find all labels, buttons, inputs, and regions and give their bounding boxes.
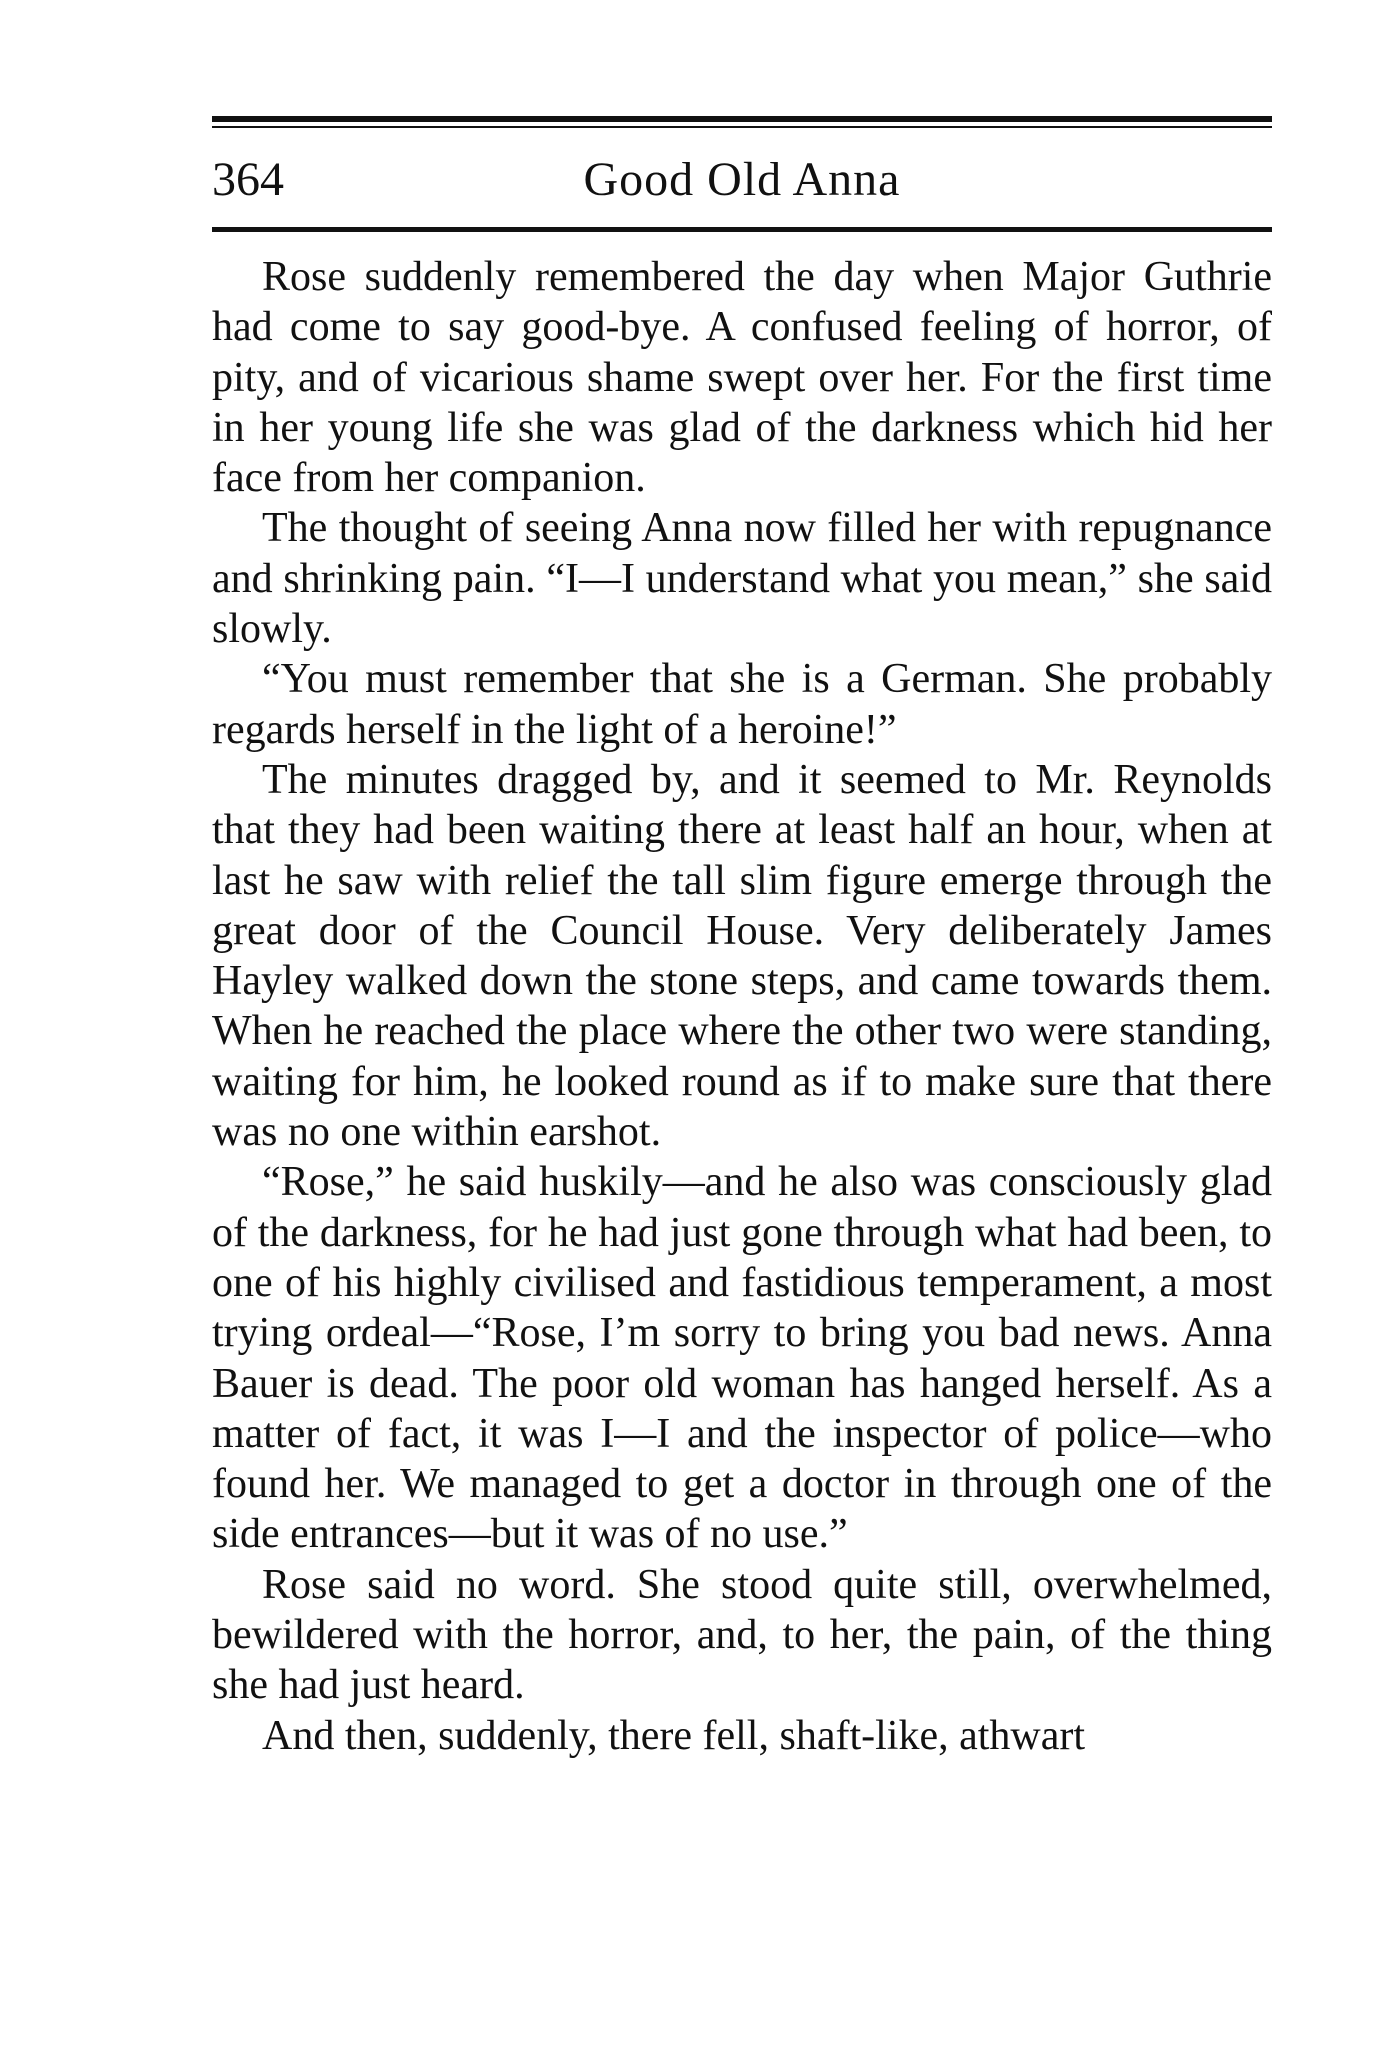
paragraph: “You must remember that she is a German. She probably regards herself in the light of a heroine!”	[212, 656, 1272, 753]
page-title: Good Old Anna	[583, 153, 901, 206]
paragraph: And then, suddenly, there fell, shaft-like, athwart	[262, 1712, 1086, 1759]
paragraph: Rose suddenly remembered the day when Major Guthrie had come to say good-bye. A confused feeling of horror, of pity, and of vicarious shame swept over her. For the first time in her young life she was glad of the darkness which hid her face from her companion.	[212, 254, 1272, 502]
page-number: 364	[212, 153, 284, 206]
running-head	[212, 140, 1272, 220]
header-rule-top	[212, 116, 1272, 122]
header-rule-bottom	[212, 227, 1272, 232]
paragraph: The thought of seeing Anna now filled her with repugnance and shrinking pain. “I—I understand what you mean,” she said slowly.	[212, 505, 1272, 653]
header-rule-thin	[212, 126, 1272, 128]
paragraph: “Rose,” he said huskily—and he also was consciously glad of the darkness, for he had just gone through what had been, to one of his highly civilised and fastidious temperament, a most trying ordeal—“Rose, I’m sorry to bring you bad news. Anna Bauer is dead. The poor old woman has hanged herself. As a matter of fact, it was I—I and the inspector of police—who found her. We managed to get a doctor in through one of the side entrances—but it was of no use.”	[212, 1159, 1272, 1558]
body-text	[212, 252, 1272, 1761]
paragraph: The minutes dragged by, and it seemed to Mr. Reynolds that they had been waiting there at least half an hour, when at last he saw with relief the tall slim figure emerge through the great door of the Council House. Very deliberately James Hayley walked down the stone steps, and came towards them. When he reached the place where the other two were standing, waiting for him, he looked round as if to make sure that there was no one within earshot.	[212, 756, 1272, 1156]
paragraph: Rose said no word. She stood quite still, overwhelmed, bewildered with the horror, and, to her, the pain, of the thing she had just heard.	[212, 1561, 1272, 1709]
